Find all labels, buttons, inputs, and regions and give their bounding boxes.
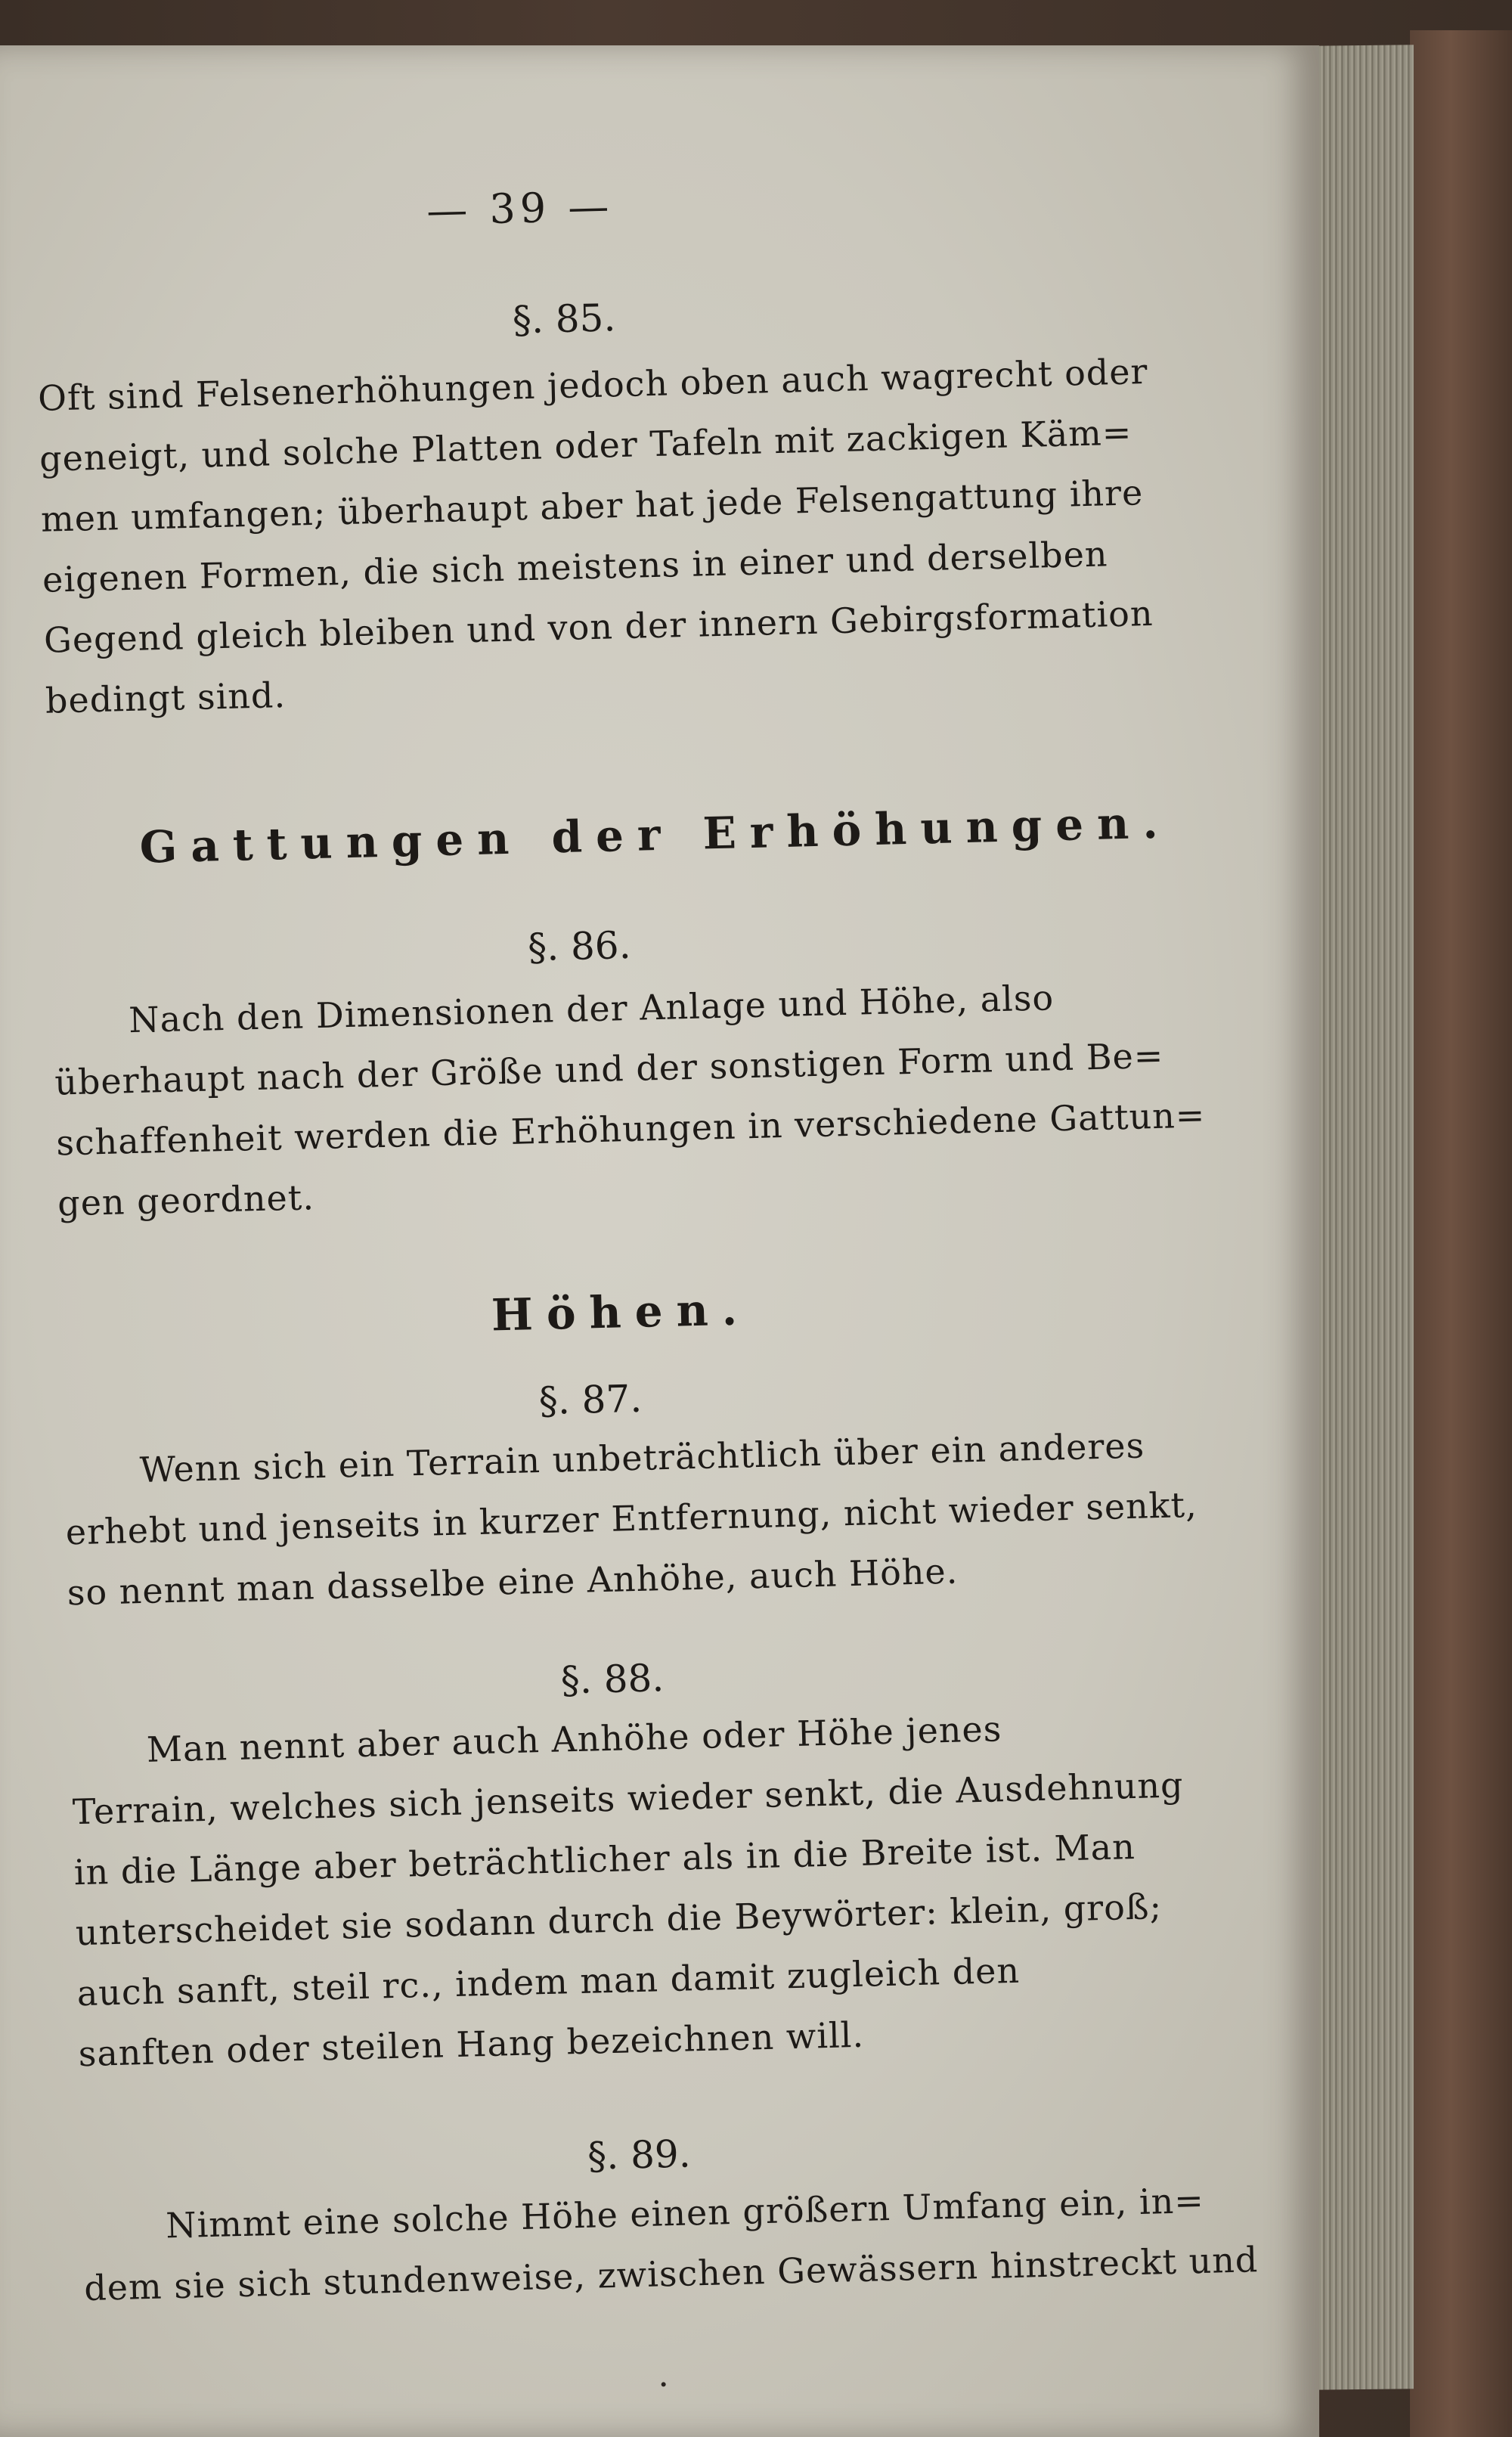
s87-line-2: erhebt und jenseits in kurzer Entfernung, nicht wieder senkt, bbox=[65, 1484, 1198, 1553]
s88-line-1: Man nennt aber auch Anhöhe oder Höhe jenes bbox=[146, 1708, 1002, 1770]
heading-gattungen: Gattungen der Erhöhungen. bbox=[138, 796, 1173, 873]
s88-line-5: auch sanft, steil rc., indem man damit zugleich den bbox=[76, 1949, 1021, 2014]
s88-line-3: in die Länge aber beträchtlicher als in die Breite ist. Man bbox=[73, 1825, 1136, 1893]
s89-line-1: Nimmt eine solche Höhe einen größern Umfang ein, in= bbox=[165, 2179, 1205, 2246]
s86-line-4: gen geordnet. bbox=[57, 1177, 315, 1224]
s87-line-1: Wenn sich ein Terrain unbeträchtlich über ein anderes bbox=[139, 1425, 1145, 1490]
s86-line-3: schaffenheit werden die Erhöhungen in verschiedene Gattun= bbox=[55, 1094, 1206, 1164]
book-page bbox=[0, 45, 1319, 2437]
s85-line-5: Gegend gleich bleiben und von der innern Gebirgsformation bbox=[43, 592, 1154, 661]
section-number-86: §. 86. bbox=[527, 922, 632, 970]
page-number: — 39 — bbox=[426, 182, 615, 235]
s88-line-4: unterscheidet sie sodann durch die Beywörter: klein, groß; bbox=[75, 1886, 1163, 1954]
s88-line-6: sanften oder steilen Hang bezeichnen will. bbox=[78, 2014, 865, 2075]
ink-speck bbox=[662, 2382, 666, 2386]
section-number-87: §. 87. bbox=[538, 1376, 643, 1424]
s88-line-2: Terrain, welches sich jenseits wieder senkt, die Ausdehnung bbox=[72, 1764, 1185, 1833]
section-number-89: §. 89. bbox=[587, 2132, 692, 2178]
heading-hoehen: Höhen. bbox=[491, 1283, 751, 1341]
s85-line-2: geneigt, und solche Platten oder Tafeln mit zackigen Käm= bbox=[39, 411, 1132, 479]
section-number-88: §. 88. bbox=[560, 1656, 665, 1703]
section-number-85: §. 85. bbox=[512, 296, 616, 343]
page-text bbox=[0, 29, 1354, 2437]
s85-line-4: eigenen Formen, die sich meistens in einer und derselben bbox=[42, 533, 1109, 600]
s86-line-2: überhaupt nach der Größe und der sonstigen Form und Be= bbox=[54, 1034, 1164, 1103]
s85-line-1: Oft sind Felsenerhöhungen jedoch oben auch wagrecht oder bbox=[37, 350, 1149, 419]
s85-line-6: bedingt sind. bbox=[45, 674, 287, 721]
s85-line-3: men umfangen; überhaupt aber hat jede Felsengattung ihre bbox=[40, 472, 1144, 540]
s87-line-3: so nennt man dasselbe eine Anhöhe, auch Höhe. bbox=[67, 1550, 959, 1614]
s86-line-1: Nach den Dimensionen der Anlage und Höhe, also bbox=[128, 977, 1055, 1041]
s89-line-2: dem sie sich stundenweise, zwischen Gewässern hinstreckt und bbox=[83, 2239, 1259, 2309]
book-cover-edge bbox=[1410, 30, 1512, 2437]
